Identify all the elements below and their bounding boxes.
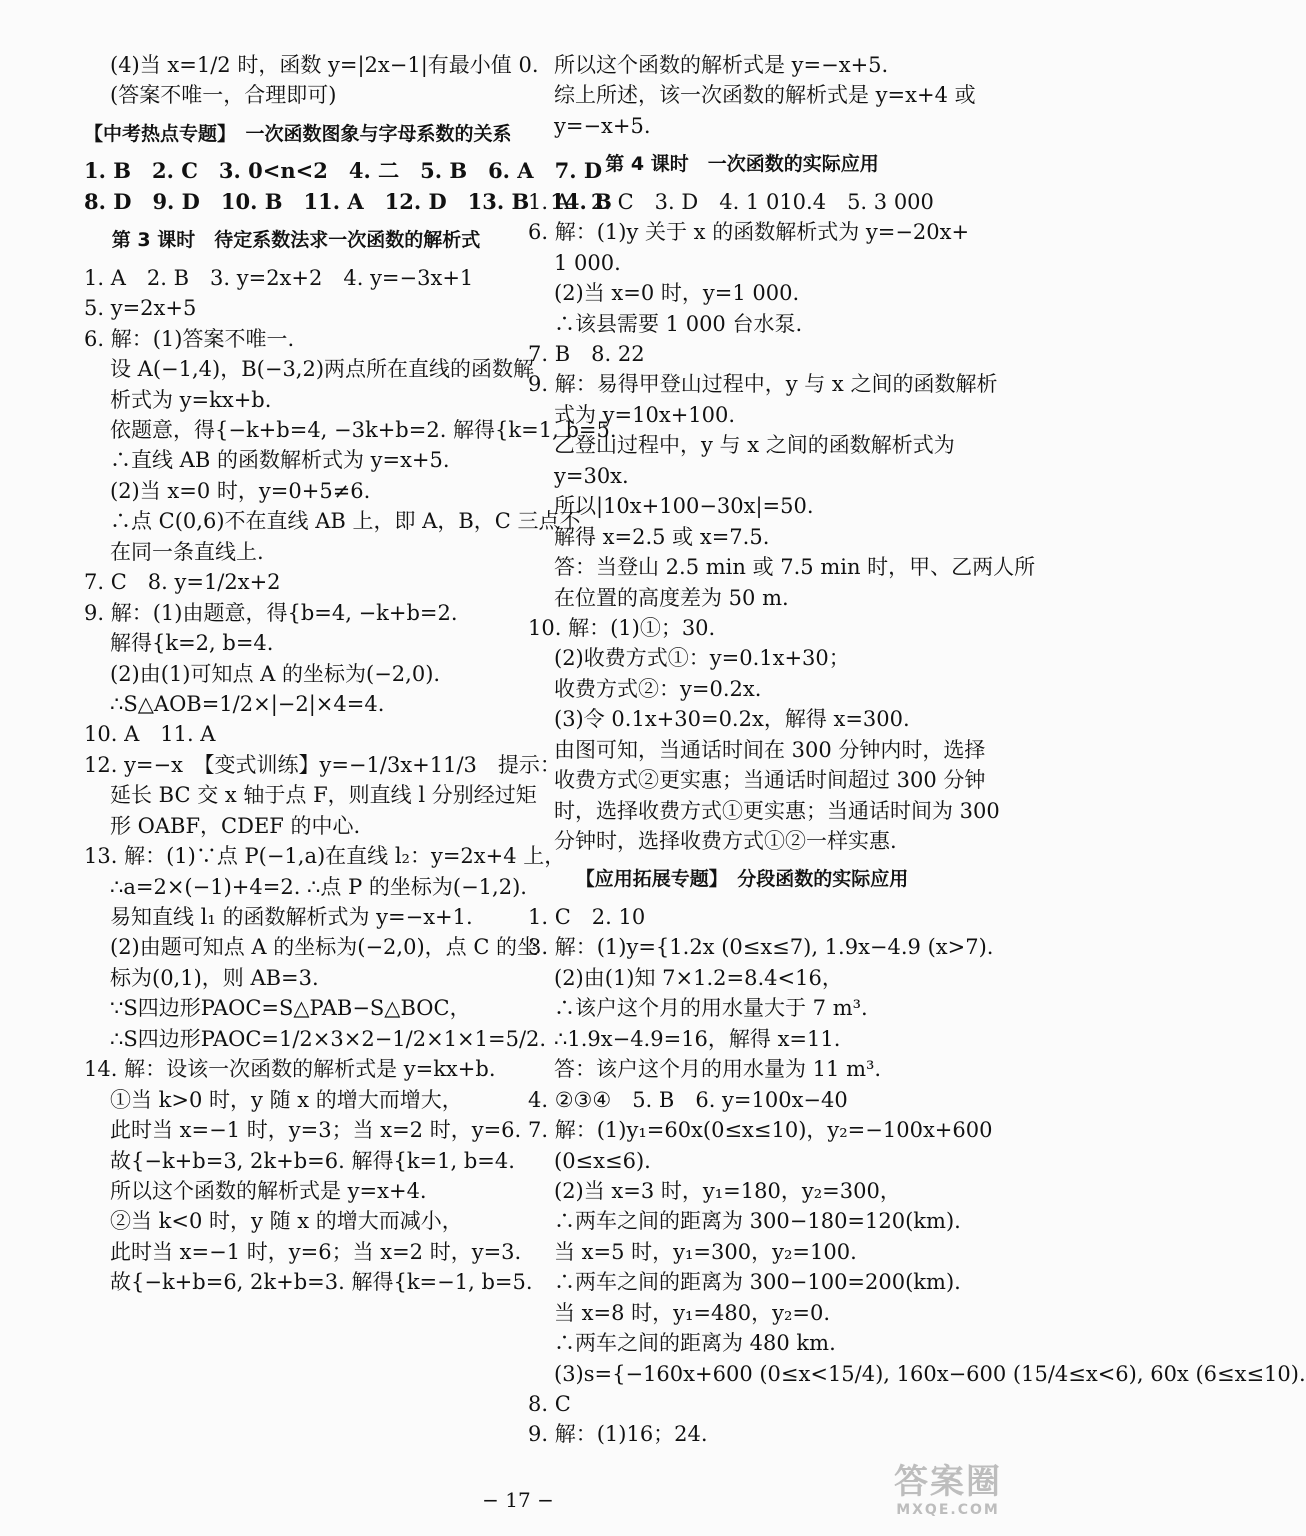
section-heading: 第 3 课时 待定系数法求一次函数的解析式 (111, 229, 481, 252)
answer-line: ②当 k<0 时，y 随 x 的增大而减小， (110, 1209, 463, 1234)
answer-line: 1 000. (554, 250, 621, 275)
answer-line: ∴两车之间的距离为 300−180=120(km). (554, 1209, 961, 1234)
answer-line: 13. 解：(1)∵点 P(−1,a)在直线 l₂：y=2x+4 上， (84, 844, 566, 869)
answer-line: 9. 解：(1)由题意，得{b=4, −k+b=2. (84, 600, 458, 625)
answer-line: 1. A 2. B 3. y=2x+2 4. y=−3x+1 (84, 265, 474, 290)
answer-line: 易知直线 l₁ 的函数解析式为 y=−x+1. (110, 905, 473, 930)
answer-line: 收费方式②：y=0.2x. (554, 676, 762, 701)
answer-line: 所以这个函数的解析式是 y=x+4. (110, 1178, 427, 1203)
answer-line: 答：该户这个月的用水量为 11 m³. (554, 1057, 882, 1082)
answer-line: 9. 解：(1)16；24. (528, 1422, 708, 1447)
answer-line: (2)由(1)可知点 A 的坐标为(−2,0). (110, 661, 441, 686)
answer-line: 设 A(−1,4)，B(−3,2)两点所在直线的函数解 (110, 357, 535, 382)
answer-line: (3)s={−160x+600 (0≤x<15/4), 160x−600 (15/4≤x<6), 60x (6≤x≤10). (554, 1361, 1306, 1386)
answer-line: ∴两车之间的距离为 480 km. (554, 1331, 836, 1356)
answer-line: 综上所述，该一次函数的解析式是 y=x+4 或 (554, 83, 976, 108)
answer-line: 8. C (528, 1392, 571, 1417)
answer-line: (答案不唯一，合理即可) (110, 83, 337, 108)
answer-line: 8. D 9. D 10. B 11. A 12. D 13. B 14. B (84, 188, 612, 214)
answer-line: 析式为 y=kx+b. (110, 387, 272, 412)
section-heading: 【中考热点专题】 一次函数图象与字母系数的关系 (84, 122, 512, 145)
answer-line: 14. 解：设该一次函数的解析式是 y=kx+b. (84, 1057, 496, 1082)
answer-line: 7. 解：(1)y₁=60x(0≤x≤10)，y₂=−100x+600 (528, 1118, 993, 1143)
answer-line: 分钟时，选择收费方式①②一样实惠. (554, 829, 897, 854)
answer-line: 当 x=5 时，y₁=300，y₂=100. (554, 1239, 857, 1264)
answer-line: 9. 解：易得甲登山过程中，y 与 x 之间的函数解析 (528, 372, 998, 397)
watermark-logo (878, 1464, 1018, 1526)
answer-line: 7. B 8. 22 (528, 342, 645, 367)
answer-line: ∵S四边形PAOC=S△PAB−S△BOC， (110, 996, 471, 1021)
answer-line: 时，选择收费方式①更实惠；当通话时间为 300 (554, 798, 1000, 823)
answer-line: 乙登山过程中，y 与 x 之间的函数解析式为 (554, 433, 955, 458)
right-column (528, 50, 1306, 1450)
page-number: − 17 − (482, 1488, 554, 1512)
answer-line: 4. ②③④ 5. B 6. y=100x−40 (528, 1087, 848, 1112)
answer-line: (0≤x≤6). (554, 1148, 651, 1173)
answer-line: 12. y=−x 【变式训练】y=−1/3x+11/3 提示： (84, 752, 561, 777)
watermark-bottom-text: MXQE.COM (896, 1502, 1000, 1518)
answer-line: 答：当登山 2.5 min 或 7.5 min 时，甲、乙两人所 (554, 555, 1036, 580)
answer-line: 7. C 8. y=1/2x+2 (84, 570, 281, 595)
answer-line: 所以|10x+100−30x|=50. (554, 494, 814, 519)
answer-line: 此时当 x=−1 时，y=6；当 x=2 时，y=3. (110, 1239, 522, 1264)
answer-line: 10. A 11. A (84, 722, 216, 747)
answer-line: 依题意，得{−k+b=4, −3k+b=2. 解得{k=1, b=5. (110, 418, 617, 443)
answer-line: 1. C 2. 10 (528, 905, 646, 930)
answer-line: 延长 BC 交 x 轴于点 F，则直线 l 分别经过矩 (110, 783, 537, 808)
answer-line: y=−x+5. (554, 113, 651, 138)
answer-line: (3)令 0.1x+30=0.2x，解得 x=300. (554, 707, 910, 732)
answer-line: 式为 y=10x+100. (554, 402, 736, 427)
answer-line: 6. 解：(1)y 关于 x 的函数解析式为 y=−20x+ (528, 220, 970, 245)
answer-line: (2)由(1)知 7×1.2=8.4<16， (554, 965, 843, 990)
answer-line: 5. y=2x+5 (84, 296, 197, 321)
answer-line: 解得{k=2, b=4. (110, 631, 274, 656)
answer-line: 标为(0,1)，则 AB=3. (110, 965, 319, 990)
answer-line: ∴该县需要 1 000 台水泵. (554, 311, 803, 336)
answer-line: 1. B 2. C 3. 0<n<2 4. 二 5. B 6. A 7. D (84, 158, 603, 184)
answer-line: 10. 解：(1)①；30. (528, 615, 716, 640)
answer-line: ①当 k>0 时，y 随 x 的增大而增大， (110, 1087, 463, 1112)
answer-line: 解得 x=2.5 或 x=7.5. (554, 524, 770, 549)
answer-line: 3. 解：(1)y={1.2x (0≤x≤7), 1.9x−4.9 (x>7). (528, 935, 994, 960)
answer-line: 在位置的高度差为 50 m. (554, 585, 789, 610)
answer-line: (2)由题可知点 A 的坐标为(−2,0)，点 C 的坐 (110, 935, 539, 960)
answer-line: 故{−k+b=3, 2k+b=6. 解得{k=1, b=4. (110, 1148, 515, 1173)
answer-line: 所以这个函数的解析式是 y=−x+5. (554, 53, 889, 77)
answer-line: (2)当 x=0 时，y=0+5≠6. (110, 478, 371, 503)
answer-line: (2)当 x=3 时，y₁=180，y₂=300， (554, 1178, 901, 1203)
answer-line: (2)当 x=0 时，y=1 000. (554, 281, 800, 306)
watermark-top-text: 答案圈 (894, 1462, 1002, 1502)
answer-line: y=30x. (554, 463, 629, 488)
answer-line: ∴直线 AB 的函数解析式为 y=x+5. (110, 448, 450, 473)
answer-line: 此时当 x=−1 时，y=3；当 x=2 时，y=6. (110, 1118, 522, 1143)
answer-line: 1. A 2. C 3. D 4. 1 010.4 5. 3 000 (528, 189, 934, 214)
answer-line: ∴S△AOB=1/2×|−2|×4=4. (110, 691, 385, 716)
answer-line: ∴S四边形PAOC=1/2×3×2−1/2×1×1=5/2. (110, 1026, 547, 1051)
answer-line: 收费方式②更实惠；当通话时间超过 300 分钟 (554, 768, 986, 793)
answer-line: ∴1.9x−4.9=16，解得 x=11. (554, 1026, 841, 1051)
answer-line: 由图可知，当通话时间在 300 分钟内时，选择 (554, 737, 986, 762)
answer-line: 当 x=8 时，y₁=480，y₂=0. (554, 1300, 831, 1325)
answer-line: 在同一条直线上. (110, 539, 264, 564)
section-heading: 【应用拓展专题】 分段函数的实际应用 (575, 868, 909, 891)
answer-line: 形 OABF，CDEF 的中心. (110, 813, 361, 838)
answer-line: ∴a=2×(−1)+4=2. ∴点 P 的坐标为(−1,2). (110, 874, 527, 899)
answer-line: 6. 解：(1)答案不唯一. (84, 326, 295, 351)
answer-line: ∴该户这个月的用水量大于 7 m³. (554, 996, 868, 1021)
section-heading: 第 4 课时 一次函数的实际应用 (605, 153, 879, 176)
answer-line: ∴点 C(0,6)不在直线 AB 上，即 A，B，C 三点不 (110, 509, 581, 534)
answer-line: (2)收费方式①：y=0.1x+30； (554, 646, 850, 671)
answer-line: (4)当 x=1/2 时，函数 y=|2x−1|有最小值 0. (110, 53, 539, 77)
answer-line: 故{−k+b=6, 2k+b=3. 解得{k=−1, b=5. (110, 1270, 533, 1295)
answer-line: ∴两车之间的距离为 300−100=200(km). (554, 1270, 961, 1295)
